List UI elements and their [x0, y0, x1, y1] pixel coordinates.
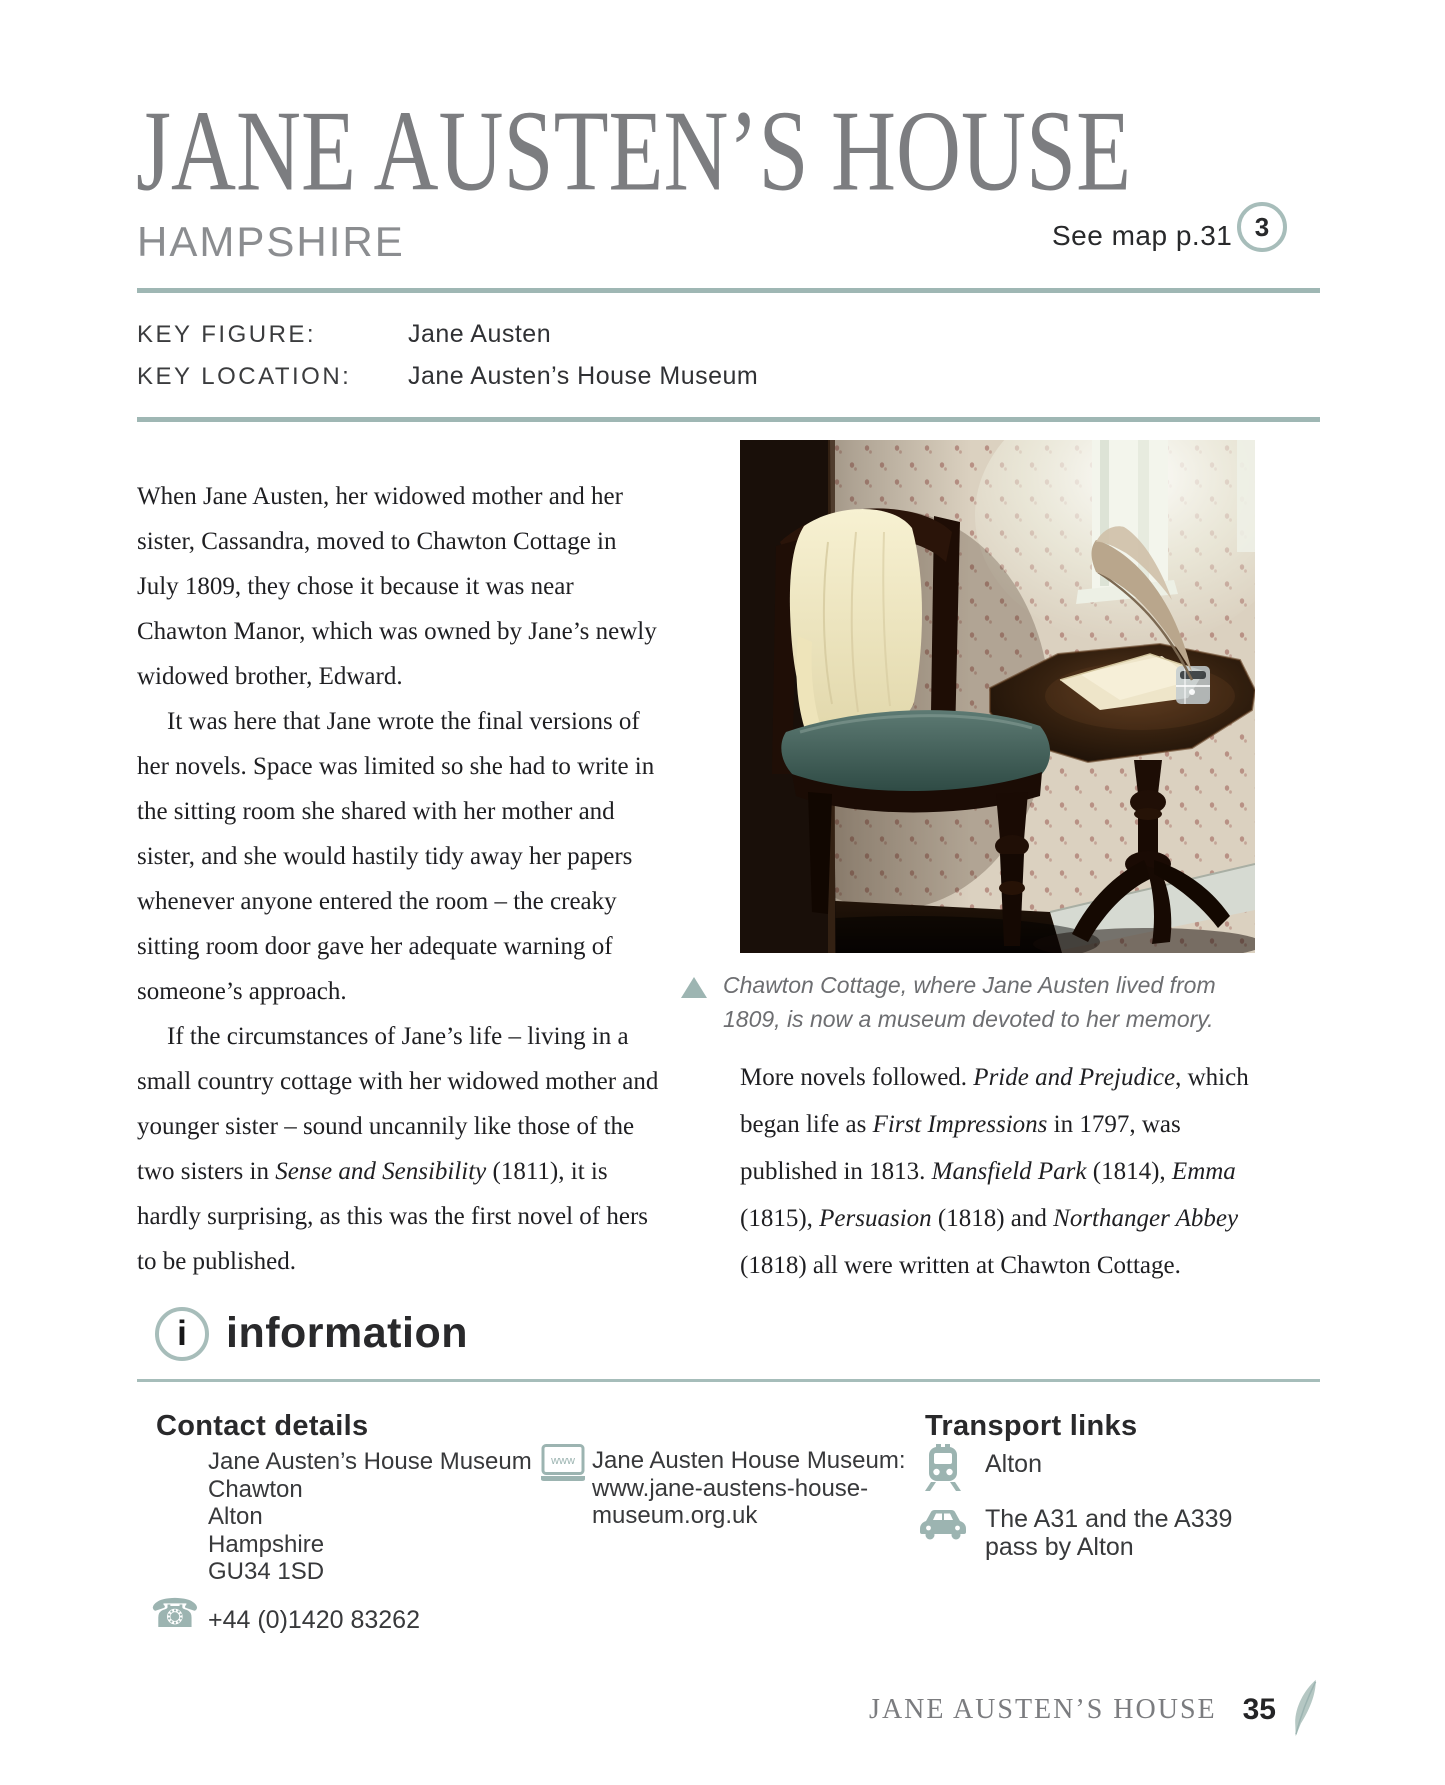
key-location-row — [137, 362, 758, 391]
contact-address — [208, 1448, 532, 1586]
phone-icon: ☎ — [150, 1591, 200, 1637]
feather-icon — [1286, 1674, 1323, 1746]
information-icon-glyph: i — [177, 1313, 187, 1353]
photo-caption: Chawton Cottage, where Jane Austen lived from 1809, is now a museum devoted to her memory. — [723, 972, 1216, 1032]
photo-chawton-cottage-interior — [740, 440, 1255, 953]
information-icon — [155, 1307, 209, 1361]
road-line: pass by Alton — [985, 1533, 1134, 1561]
contact-details-heading: Contact details — [156, 1410, 369, 1442]
website-url-line: museum.org.uk — [592, 1502, 758, 1529]
page-subtitle: HAMPSHIRE — [137, 218, 405, 265]
see-map-reference: See map p.31 — [1052, 220, 1233, 251]
address-line: Jane Austen’s House Museum — [208, 1448, 532, 1475]
article-right-column — [740, 1054, 1275, 1289]
page-title: JANE AUSTEN’S HOUSE — [136, 88, 1132, 216]
article-left-column — [137, 474, 663, 1284]
address-line: GU34 1SD — [208, 1558, 325, 1585]
website-icon — [540, 1444, 586, 1489]
key-location-value: Jane Austen’s House Museum — [408, 362, 759, 390]
road-directions — [985, 1505, 1232, 1561]
phone-number: +44 (0)1420 83262 — [208, 1606, 420, 1634]
train-icon — [924, 1444, 962, 1497]
website-label: Jane Austen House Museum: — [592, 1447, 906, 1474]
body-paragraph: More novels followed. Pride and Prejudice, which began life as First Impressions in 1797, was published in 1813. Mansfield Park (1814), Emma (1815), Persuasion (1818) and Northanger Abbey (1818) all were written at Chawton Cottage. — [740, 1064, 1249, 1279]
divider-information — [137, 1379, 1320, 1382]
divider-key-info — [137, 417, 1320, 422]
website-url-line: www.jane-austens-house- — [592, 1474, 869, 1502]
key-figure-label: KEY FIGURE: — [137, 321, 317, 348]
key-figure-value: Jane Austen — [408, 320, 552, 348]
body-paragraph: It was here that Jane wrote the final versions of her novels. Space was limited so she had to write in the sitting room she shared with her mother and sister, and she would hastily tidy away her papers whenever anyone entered the room – the creaky sitting room door gave her adequate warning of someone’s approach. — [137, 708, 655, 1005]
divider-top — [137, 288, 1320, 293]
key-location-label: KEY LOCATION: — [137, 363, 352, 390]
footer-running-title: JANE AUSTEN’S HOUSE — [869, 1694, 1217, 1725]
map-number: 3 — [1254, 211, 1270, 242]
map-number-badge-icon — [1237, 202, 1287, 252]
body-paragraph: When Jane Austen, her widowed mother and her sister, Cassandra, moved to Chawton Cottage in July 1809, they chose it because it was near Chawton Manor, which was owned by Jane’s newly widowed brother, Edward. — [137, 483, 657, 690]
page-footer — [869, 1674, 1320, 1746]
address-line: Hampshire — [208, 1530, 325, 1558]
address-line: Chawton — [208, 1475, 303, 1503]
caption-marker-triangle-icon — [681, 977, 707, 998]
website-details — [592, 1447, 906, 1530]
body-paragraph: If the circumstances of Jane’s life – living in a small country cottage with her widowed mother and younger sister – sound uncannily like those of the two sisters in Sense and Sensibility (1811), it is hardly surprising, as this was the first novel of hers to be published. — [137, 1023, 659, 1275]
address-line: Alton — [208, 1503, 263, 1530]
road-line: The A31 and the A339 — [985, 1505, 1233, 1533]
svg-text:www: www — [551, 1455, 575, 1467]
page-number: 35 — [1242, 1693, 1276, 1726]
key-figure-row — [137, 320, 551, 349]
rail-station: Alton — [985, 1450, 1042, 1478]
car-icon — [920, 1508, 966, 1545]
transport-links-heading: Transport links — [925, 1410, 1138, 1442]
information-heading: information — [226, 1309, 468, 1357]
